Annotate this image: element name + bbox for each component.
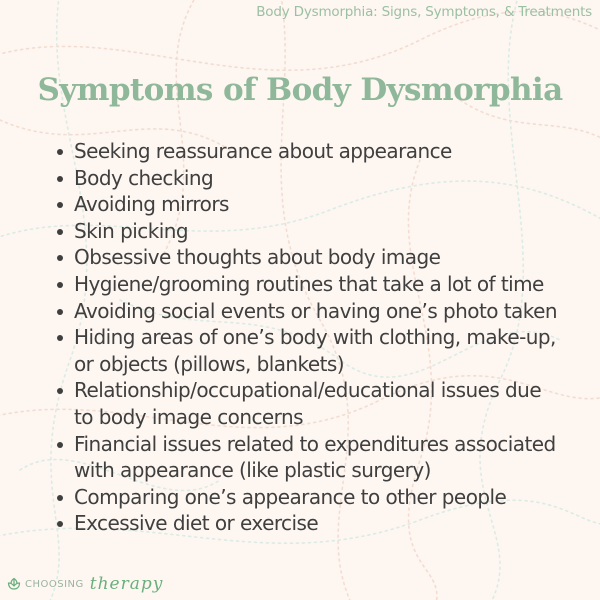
symptom-text-line-2: with appearance (like plastic surgery) <box>74 458 431 483</box>
symptom-text: Excessive diet or exercise <box>74 511 319 536</box>
leaf-flower-icon <box>7 577 21 591</box>
bullet-icon <box>57 388 63 394</box>
symptom-text-line-1: Hiding areas of one’s body with clothing, make-up, <box>74 325 556 350</box>
symptom-item <box>52 191 572 218</box>
page-title: Symptoms of Body Dysmorphia <box>37 72 563 108</box>
symptom-text: Skin picking <box>74 218 189 243</box>
symptom-item <box>52 138 572 165</box>
symptom-text-line-1: Relationship/occupational/educational issues due <box>74 378 542 403</box>
symptom-text: Comparing one’s appearance to other people <box>74 484 507 509</box>
bullet-icon <box>57 202 63 208</box>
bullet-icon <box>57 282 63 288</box>
symptom-item <box>52 165 572 192</box>
symptom-text-line-2: or objects (pillows, blankets) <box>74 351 345 376</box>
symptom-item <box>52 431 572 484</box>
bullet-icon <box>57 309 63 315</box>
bullet-icon <box>57 229 63 235</box>
bullet-icon <box>57 335 63 341</box>
article-caption: Body Dysmorphia: Signs, Symptoms, & Treatments <box>256 4 592 20</box>
logo-script-text: therapy <box>89 574 164 594</box>
symptom-item <box>52 484 572 511</box>
symptom-item <box>52 271 572 298</box>
choosing-therapy-logo <box>7 574 163 594</box>
bullet-icon <box>57 442 63 448</box>
symptom-text: Seeking reassurance about appearance <box>74 139 452 163</box>
symptom-item <box>52 298 572 325</box>
symptom-text: Body checking <box>74 165 214 190</box>
symptom-text: Avoiding mirrors <box>74 192 229 217</box>
symptom-text: Avoiding social events or having one’s photo taken <box>74 298 557 323</box>
bullet-icon <box>57 176 63 182</box>
symptom-list <box>52 138 572 537</box>
symptom-item <box>52 218 572 245</box>
bullet-icon <box>57 149 63 155</box>
symptom-text: Obsessive thoughts about body image <box>74 245 441 270</box>
bullet-icon <box>57 495 63 501</box>
bullet-icon <box>57 521 63 527</box>
bullet-icon <box>57 255 63 261</box>
symptom-item <box>52 324 572 377</box>
symptom-item <box>52 510 572 537</box>
symptom-text: Hygiene/grooming routines that take a lot of time <box>74 271 544 296</box>
symptom-text-line-1: Financial issues related to expenditures associated <box>74 431 556 456</box>
symptom-text-line-2: to body image concerns <box>74 404 303 429</box>
symptom-item <box>52 377 572 430</box>
logo-wordmark: CHOOSING <box>25 578 84 590</box>
symptom-item <box>52 244 572 271</box>
